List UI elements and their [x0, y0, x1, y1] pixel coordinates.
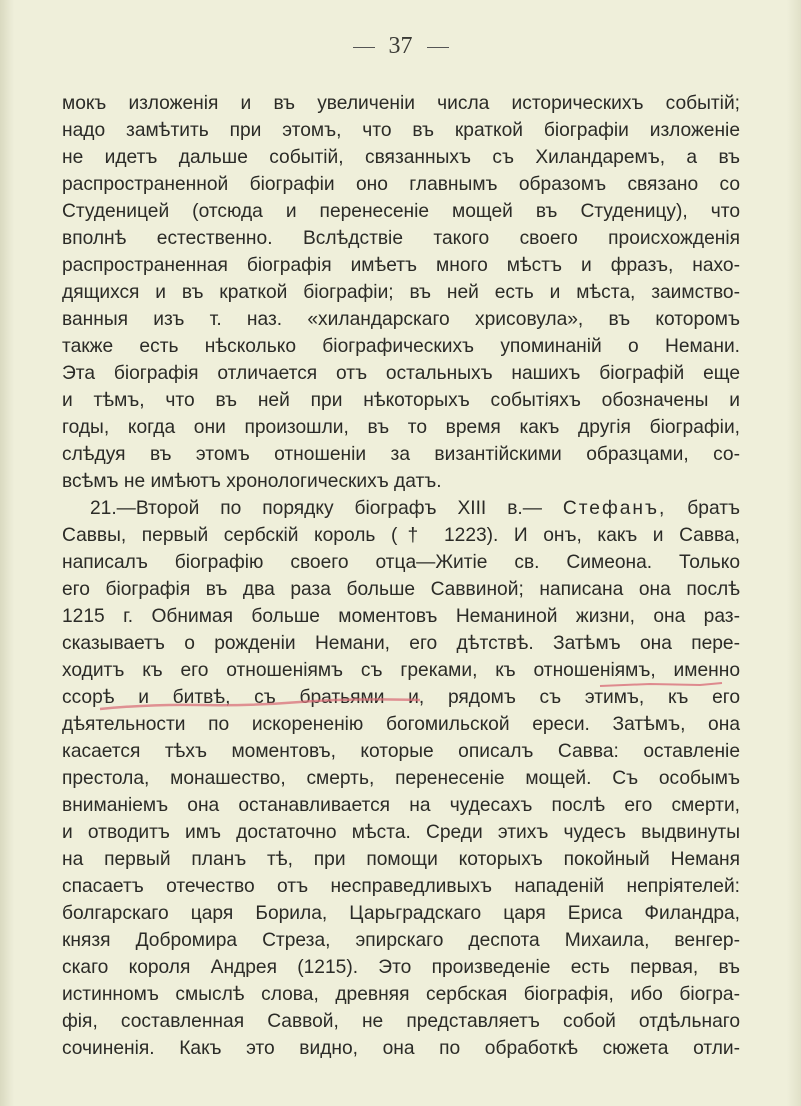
text-line: на первый планъ тѣ, при помощи которыхъ покойный Неманя: [62, 849, 740, 870]
text-line: ходитъ къ его отношеніямъ съ греками, къ отношеніямъ, именно: [62, 660, 740, 681]
text-line: ванныя изъ т. наз. «хиландарскаго хрисовула», въ которомъ: [62, 309, 740, 330]
dash-right: [427, 47, 449, 48]
first-line-before: 21.—Второй по порядку біографъ XIII в.—: [90, 498, 542, 519]
text-line: князя Добромира Стреза, эпирскаго деспота Михаила, венгер-: [62, 930, 740, 951]
text-line: 1215 г. Обнимая больше моментовъ Неманиной жизни, она раз-: [62, 606, 740, 627]
body-text: [62, 90, 740, 1062]
text-line: написалъ біографію своего отца—Житіе св. Симеона. Только: [62, 552, 740, 573]
text-line: фія, составленная Саввой, не представляетъ собой отдѣльнаго: [62, 1011, 740, 1032]
text-line: Саввы, первый сербскій король († 1223). И онъ, какъ и Савва,: [62, 525, 740, 546]
text-line: вполнѣ естественно. Вслѣдствіе такого своего происхожденія: [62, 228, 740, 249]
text-line: слѣдуя въ этомъ отношеніи за византійскими образцами, со-: [62, 444, 740, 465]
text-line: спасаетъ отечество отъ несправедливыхъ нападеній непріятелей:: [62, 876, 740, 897]
page-number-value: 37: [388, 33, 413, 59]
text-line: также есть нѣсколько біографическихъ упоминаній о Немани.: [62, 336, 740, 357]
text-line: и отводитъ имъ достаточно мѣста. Среди этихъ чудесъ выдвинуты: [62, 822, 740, 843]
text-line: истинномъ смыслѣ слова, древняя сербская біографія, ибо біогра-: [62, 984, 740, 1005]
text-line: вниманіемъ она останавливается на чудесахъ послѣ его смерти,: [62, 795, 740, 816]
text-line: престола, монашество, смерть, перенесеніе мощей. Съ особымъ: [62, 768, 740, 789]
text-line: сказываетъ о рожденіи Немани, его дѣтствѣ. Затѣмъ она пере-: [62, 633, 740, 654]
text-line: его біографія въ два раза больше Саввиной; написана она послѣ: [62, 579, 740, 600]
text-line: распространенная біографія имѣетъ много мѣстъ и фразъ, нахо-: [62, 255, 740, 276]
first-line-after: братъ: [687, 498, 740, 519]
text-line: касается тѣхъ моментовъ, которые описалъ Савва: оставленіе: [62, 741, 740, 762]
text-line: дящихся и въ краткой біографіи; въ ней есть и мѣста, заимство-: [62, 282, 740, 303]
text-line: болгарскаго царя Борила, Царьградскаго царя Ериса Филандра,: [62, 903, 740, 924]
text-line: Эта біографія отличается отъ остальныхъ нашихъ біографій еще: [62, 363, 740, 384]
text-line: мокъ изложенія и въ увеличеніи числа историческихъ событій;: [62, 93, 740, 114]
text-line: ссорѣ и битвѣ, съ братьями и, рядомъ съ этимъ, къ его: [62, 687, 740, 708]
text-line: всѣмъ не имѣютъ хронологическихъ датъ.: [62, 471, 442, 492]
text-line: дѣятельности по искорененію богомильской ереси. Затѣмъ, она: [62, 714, 740, 735]
text-line: годы, когда они произошли, въ то время какъ другія біографіи,: [62, 417, 740, 438]
text-line: не идетъ дальше событій, связанныхъ съ Хиландаремъ, а въ: [62, 147, 740, 168]
text-line: сочиненія. Какъ это видно, она по обработкѣ сюжета отли-: [62, 1038, 740, 1059]
dash-left: [353, 47, 375, 48]
page-edge-shadow-left: [0, 0, 14, 1106]
page-number: [0, 33, 801, 60]
text-line: и тѣмъ, что въ ней при нѣкоторыхъ событіяхъ обозначены и: [62, 390, 740, 411]
text-line: надо замѣтить при этомъ, что въ краткой біографіи изложеніе: [62, 120, 740, 141]
text-line: Студеницей (отсюда и перенесеніе мощей въ Студеницу), что: [62, 201, 740, 222]
text-line: распространенной біографіи оно главнымъ образомъ связано со: [62, 174, 740, 195]
text-line: скаго короля Андрея (1215). Это произведеніе есть первая, въ: [62, 957, 740, 978]
text-line-paragraph-start: [62, 495, 740, 522]
first-line-spaced: Стефанъ,: [562, 498, 667, 519]
page-edge-shadow-right: [787, 0, 801, 1106]
